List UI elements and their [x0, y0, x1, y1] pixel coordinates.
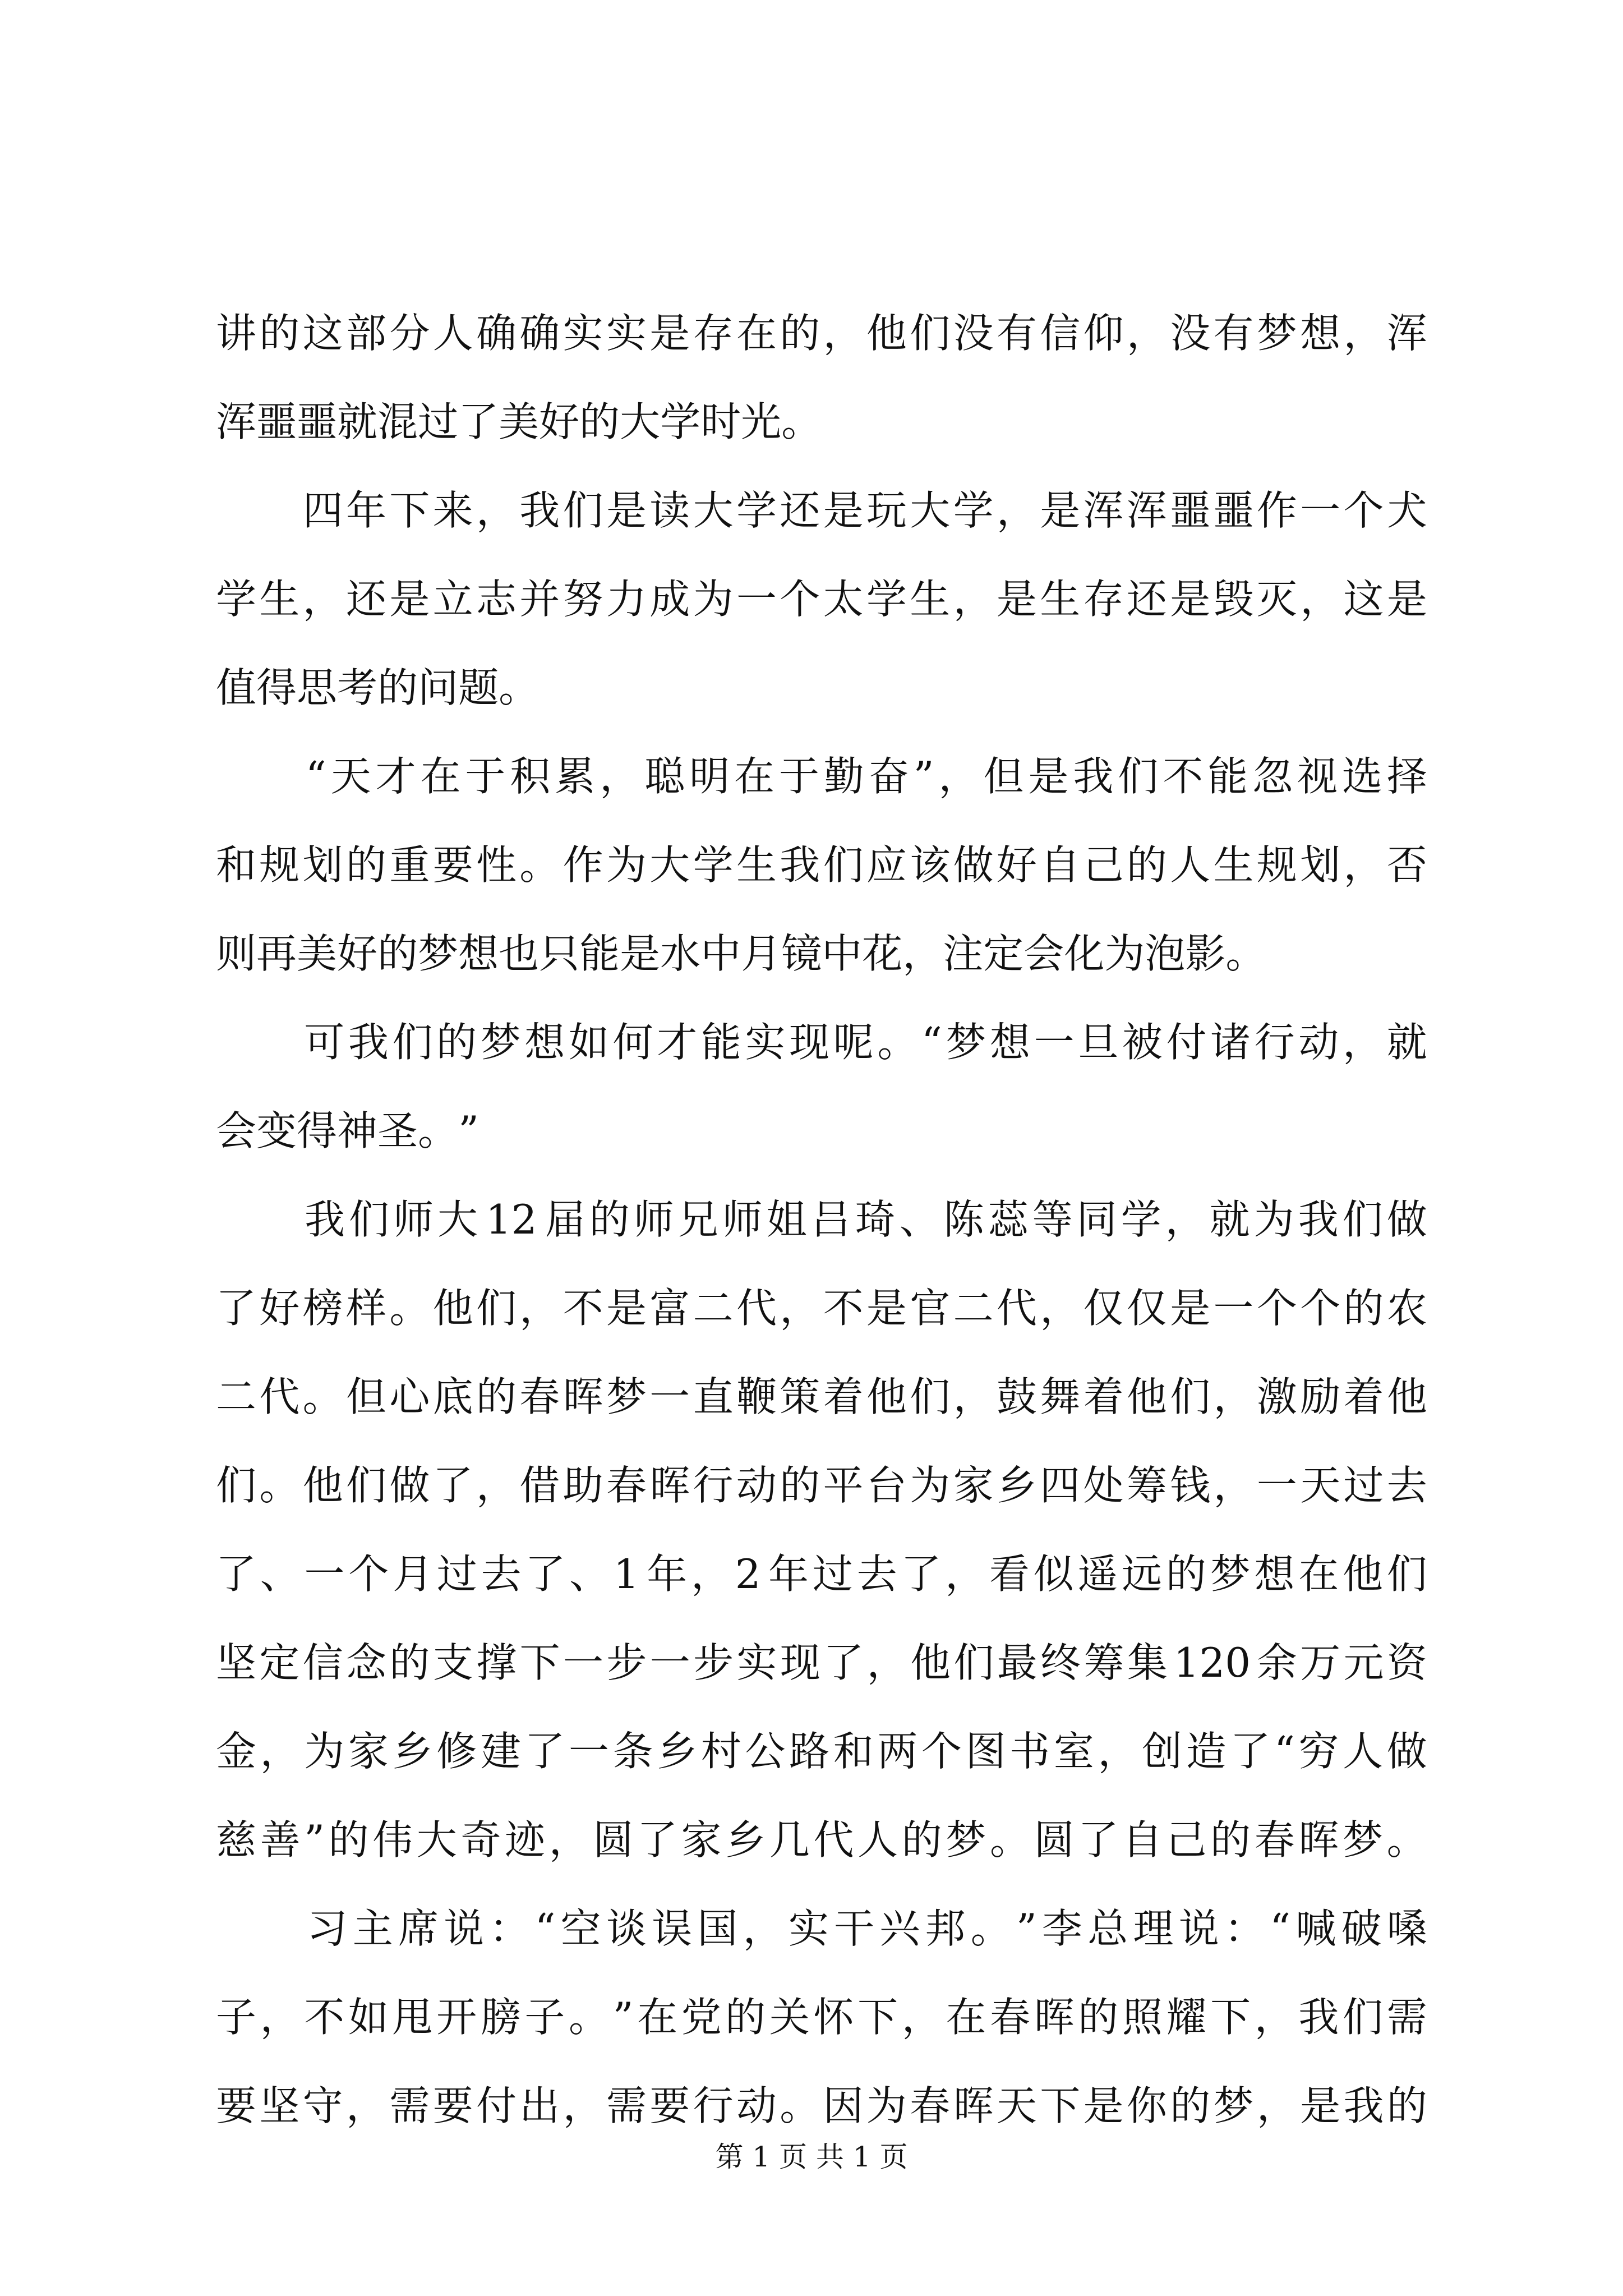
body-text	[216, 289, 1427, 2150]
text-line: 值 得 思 考 的 问 题 。	[216, 664, 540, 711]
text-line: 和 规 划 的 重 要 性 。 作 为 大 学 生 我 们 应 该 做 好 自 己 的 人 生 规 划 ， 否	[216, 841, 1427, 889]
text-line: 四 年 下 来 ， 我 们 是 读 大 学 还 是 玩 大 学 ， 是 浑 浑 噩 噩 作 一 个 犬	[302, 487, 1427, 534]
text-line: 了 好 榜 样 。 他 们 ， 不 是 富 二 代 ， 不 是 官 二 代 ， 仅 仅 是 一 个 个 的 农	[216, 1285, 1427, 1332]
text-line: 浑 噩 噩 就 混 过 了 美 好 的 大 学 时 光 。	[216, 398, 822, 445]
text-line: 可 我 们 的 梦 想 如 何 才 能 实 现 呢 。 “ 梦 想 一 旦 被 付 诸 行 动 ， 就	[304, 1019, 1427, 1066]
text-line: 坚 定 信 念 的 支 撑 下 一 步 一 步 实 现 了 ， 他 们 最 终 筹 集 120 余 万 元 资	[216, 1639, 1427, 1686]
text-line: 习 主 席 说 ： “ 空 谈 误 国 ， 实 干 兴 邦 。 ” 李 总 理 说 ： “ 喊 破 嗓	[307, 1905, 1427, 1952]
text-line: 学 生 ， 还 是 立 志 并 努 力 成 为 一 个 太 学 生 ， 是 生 存 还 是 毁 灭 ， 这 是	[216, 576, 1427, 623]
text-line: 要 坚 守 ， 需 要 付 出 ， 需 要 行 动 。 因 为 春 晖 天 下 是 你 的 梦 ， 是 我 的	[216, 2082, 1427, 2129]
text-line: 则 再 美 好 的 梦 想 也 只 能 是 水 中 月 镜 中 花 ， 注 定 会 化 为 泡 影 。	[216, 930, 1266, 977]
text-line: 们 。 他 们 做 了 ， 借 助 春 晖 行 动 的 平 台 为 家 乡 四 处 筹 钱 ， 一 天 过 去	[216, 1462, 1427, 1509]
text-line: 子 ， 不 如 甩 开 膀 子 。 ” 在 党 的 关 怀 下 ， 在 春 晖 的 照 耀 下 ， 我 们 需	[216, 1994, 1427, 2041]
text-line: 会 变 得 神 圣 。 ”	[216, 1107, 479, 1154]
text-line: 了 、 一 个 月 过 去 了 、 1 年 ， 2 年 过 去 了 ， 看 似 遥 远 的 梦 想 在 他 们	[216, 1550, 1427, 1598]
text-line: 慈 善 ” 的 伟 大 奇 迹 ， 圆 了 家 乡 几 代 人 的 梦 。 圆 了 自 己 的 春 晖 梦 。	[216, 1816, 1427, 1864]
text-line: 金 ， 为 家 乡 修 建 了 一 条 乡 村 公 路 和 两 个 图 书 室 ， 创 造 了 “ 穷 人 做	[216, 1728, 1427, 1775]
text-line: 二 代 。 但 心 底 的 春 晖 梦 一 直 鞭 策 着 他 们 ， 鼓 舞 着 他 们 ， 激 励 着 他	[216, 1373, 1427, 1420]
text-line: “ 天 才 在 于 积 累 ， 聪 明 在 于 勤 奋 ” ， 但 是 我 们 不 能 忽 视 选 择	[305, 753, 1427, 800]
page-footer: 第 1 页 共 1 页	[715, 2141, 908, 2173]
text-line: 我 们 师 大 12 届 的 师 兄 师 姐 吕 琦 、 陈 蕊 等 同 学 ， 就 为 我 们 做	[305, 1196, 1427, 1243]
text-line: 讲 的 这 部 分 人 确 确 实 实 是 存 在 的 ， 他 们 没 有 信 仰 ， 没 有 梦 想 ， 浑	[216, 310, 1427, 357]
